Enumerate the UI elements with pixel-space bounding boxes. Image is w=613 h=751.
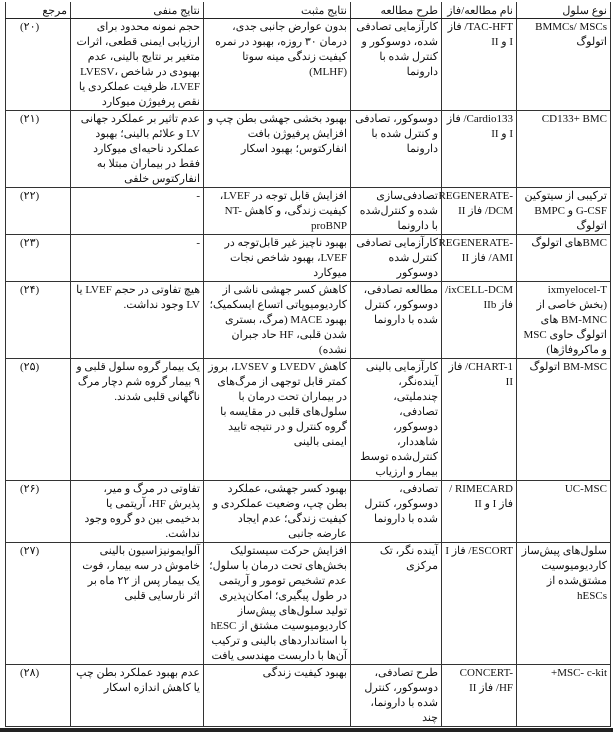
cell-ref: (۲۴) — [6, 282, 71, 359]
cell-negative: عدم بهبود عملکرد بطن چپ یا کاهش اندازه اسکار — [71, 665, 204, 727]
cell-cell-type: CD133+ BMC — [517, 111, 611, 188]
cell-design: دوسوکور، تصادفی و کنترل شده با دارونما — [351, 111, 442, 188]
cell-design: کارآزمایی تصادفی کنترل شده دوسوکور — [351, 235, 442, 282]
cell-positive: بهبود ناچیز غیر قابل‌توجه در LVEF، بهبود شاخص نجات میوکارد — [204, 235, 351, 282]
table-row — [6, 543, 611, 665]
cell-ref: (۲۷) — [6, 543, 71, 665]
cell-study: ixCELL-DCM/ فاز IIb — [442, 282, 517, 359]
header-design: طرح مطالعه — [351, 2, 442, 19]
header-study: نام مطالعه/فاز — [442, 2, 517, 19]
cell-negative: آلوایمونیزاسیون بالینی خاموش در سه بیمار، فوت یک بیمار پس از ۲۲ ماه بر اثر نارسایی قلبی — [71, 543, 204, 665]
cell-positive: بدون عوارض جانبی جدی، درمان ۳۰ روزه، بهبود در نمره کیفیت زندگی مینه سوتا (MLHF) — [204, 19, 351, 111]
cell-negative: عدم تاثیر بر عملکرد جهانی LV و علائم بالینی؛ بهبود عملکرد ناحیه‌ای میوکارد فقط در بیماران مبتلا به انفارکتوس خلفی — [71, 111, 204, 188]
table-row — [6, 111, 611, 188]
header-ref: مرجع — [6, 2, 71, 19]
table-row — [6, 235, 611, 282]
cell-negative: یک بیمار گروه سلول قلبی و ۹ بیمار گروه شم دچار مرگ ناگهانی قلبی شدند. — [71, 359, 204, 481]
cell-negative: - — [71, 235, 204, 282]
header-negative: نتایج منفی — [71, 2, 204, 19]
cell-design: کارآزمایی تصادفی شده، دوسوکور و کنترل شده با دارونما — [351, 19, 442, 111]
table-row — [6, 481, 611, 543]
cell-negative: - — [71, 188, 204, 235]
cell-design: مطالعه تصادفی، دوسوکور، کنترل شده با دارونما — [351, 282, 442, 359]
cell-positive: کاهش کسر جهشی ناشی از کاردیومیوپاتی اتساع ایسکمیک؛ بهبود MACE (مرگ، بستری شدن قلبی، HF حاد جبران نشده) — [204, 282, 351, 359]
cell-cell-type: BM-MSC اتولوگ — [517, 359, 611, 481]
table-row — [6, 359, 611, 481]
cell-design: کارآزمایی بالینی آینده‌نگر، چندملیتی، تصادفی، دوسوکور، شاهددار، کنترل‌شده توسط بیمار و ارزیاب — [351, 359, 442, 481]
cell-study: TAC-HFT/ فاز I و II — [442, 19, 517, 111]
bottom-border — [0, 728, 613, 732]
cell-ref: (۲۲) — [6, 188, 71, 235]
cell-design: طرح تصادفی، دوسوکور، کنترل شده با دارونما، چند — [351, 665, 442, 727]
cell-cell-type: ixmyelocel-T (بخش خاصی از BM-MNC های اتولوگ حاوی MSC و ماکروفاژها) — [517, 282, 611, 359]
cell-study: CONCERT-HF/ فاز II — [442, 665, 517, 727]
cell-cell-type: ترکیبی از سیتوکین G-CSF و BMPC اتولوگ — [517, 188, 611, 235]
cell-study: REGENERATE-DCM/ فاز II — [442, 188, 517, 235]
cell-cell-type: سلول‌های پیش‌ساز کاردیومیوسیت مشتق‌شده از hESCs — [517, 543, 611, 665]
cell-cell-type: UC-MSC — [517, 481, 611, 543]
table-row — [6, 188, 611, 235]
cell-negative: هیچ تفاوتی در حجم LVEF یا LV وجود نداشت. — [71, 282, 204, 359]
cell-ref: (۲۰) — [6, 19, 71, 111]
cell-positive: افزایش حرکت سیستولیک بخش‌های تحت درمان با سلول؛ عدم تشخیص تومور و آریتمی در طول پیگیری؛ امکان‌پذیری تولید سلول‌های پیش‌ساز کاردیومیوسیت مشتق از hESC با استانداردهای بالینی و ترکیب آن‌ها با داربست مهندسی یافت — [204, 543, 351, 665]
table-row — [6, 282, 611, 359]
header-cell-type: نوع سلول — [517, 2, 611, 19]
cell-cell-type: BMCهای اتولوگ — [517, 235, 611, 282]
cell-negative: حجم نمونه محدود برای ارزیابی ایمنی قطعی، اثرات متغیر بر نتایج بالینی، عدم بهبودی در شاخص LVESV، LVEF، ظرفیت عملکردی یا نقص پرفیوژن میوکارد — [71, 19, 204, 111]
cell-study: ESCORT/ فاز I — [442, 543, 517, 665]
cell-ref: (۲۸) — [6, 665, 71, 727]
cell-ref: (۲۶) — [6, 481, 71, 543]
cell-cell-type: BMMCs/ MSCs اتولوگ — [517, 19, 611, 111]
cell-study: Cardio133/ فاز I و II — [442, 111, 517, 188]
cell-ref: (۲۱) — [6, 111, 71, 188]
cell-positive: افزایش قابل توجه در LVEF، کیفیت زندگی، و کاهش NT-proBNP — [204, 188, 351, 235]
cell-positive: بهبود کسر جهشی، عملکرد بطن چپ، وضعیت عملکردی و کیفیت زندگی؛ عدم ایجاد عارضه جانبی — [204, 481, 351, 543]
cell-positive: بهبود کیفیت زندگی — [204, 665, 351, 727]
cell-positive: کاهش LVEDV و LVSEV، بروز کمتر قابل توجهی از مرگ‌های در بیماران تحت درمان با سلول‌های قلبی در مقایسه با گروه کنترل و در نتیجه تایید ایمنی بالینی — [204, 359, 351, 481]
cell-cell-type: MSC- c-kit+ — [517, 665, 611, 727]
cell-design: تصادفی، دوسوکور، کنترل شده با دارونما — [351, 481, 442, 543]
cell-study: RIMECARD / فاز I و II — [442, 481, 517, 543]
table-header-row — [6, 2, 611, 19]
cell-ref: (۲۳) — [6, 235, 71, 282]
cell-negative: تفاوتی در مرگ و میر، پذیرش HF، آریتمی یا بدخیمی بین دو گروه وجود نداشت. — [71, 481, 204, 543]
cell-design: آینده نگر، تک مرکزی — [351, 543, 442, 665]
clinical-trials-table — [5, 2, 611, 727]
cell-positive: بهبود بخشی جهشی بطن چپ و افزایش پرفیوژن بافت انفارکتوس؛ بهبود اسکار — [204, 111, 351, 188]
cell-study: REGENERATE-AMI/ فاز II — [442, 235, 517, 282]
table-row — [6, 665, 611, 727]
table-row — [6, 19, 611, 111]
header-positive: نتایج مثبت — [204, 2, 351, 19]
cell-study: CHART-1/ فاز II — [442, 359, 517, 481]
cell-design: تصادفی‌سازی شده و کنترل‌شده با دارونما — [351, 188, 442, 235]
cell-ref: (۲۵) — [6, 359, 71, 481]
